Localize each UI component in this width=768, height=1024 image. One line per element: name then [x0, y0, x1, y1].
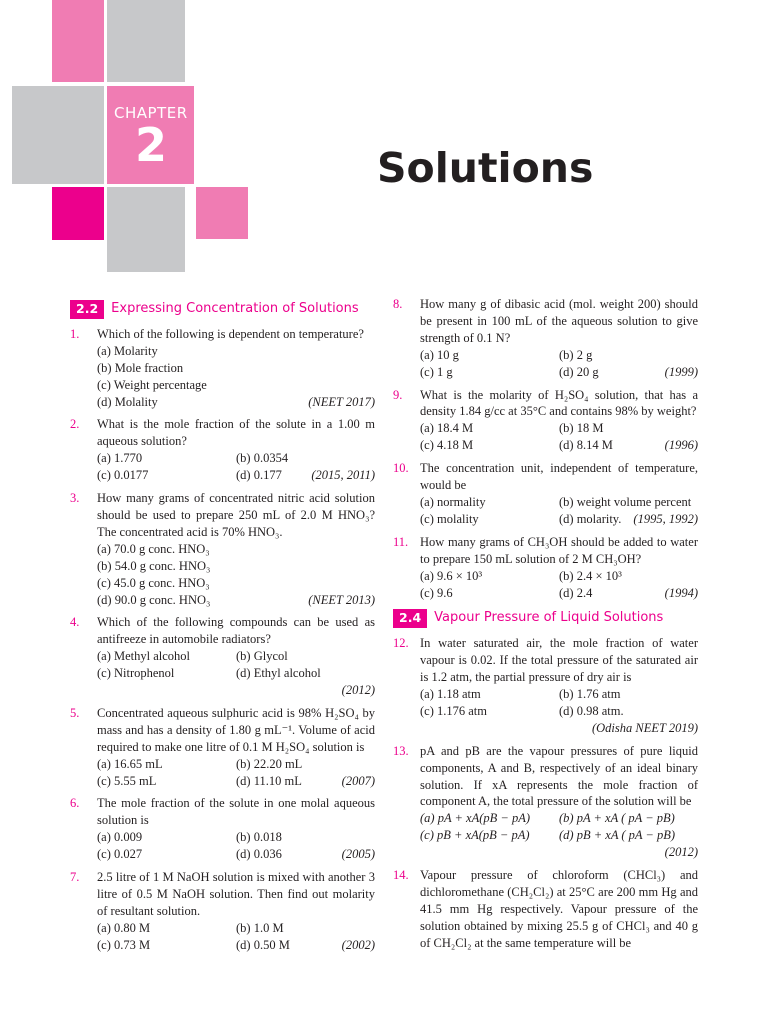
option: (d) 8.14 M [559, 438, 613, 453]
option: (b) 1.76 atm [559, 687, 621, 702]
question [70, 869, 375, 954]
option: (d) pB + xA ( pA − pB) [559, 828, 676, 843]
question-stem: How many grams of concentrated nitric acid solution should be used to prepare 250 mL of 2.0 M HNO₃? The concentrated acid is 70% HNO₃. [97, 491, 375, 539]
option: (a) 10 g [420, 347, 459, 362]
option: (c) 45.0 g conc. HNO₃ [97, 575, 210, 590]
question [393, 534, 698, 602]
question-stem: How many g of dibasic acid (mol. weight 200) should be present in 100 mL of the aqueous solution to give strength of 0.1 N? [420, 297, 698, 345]
option: (b) 0.0354 [236, 451, 289, 466]
chapter-number: 2 [135, 118, 168, 172]
question [393, 460, 698, 528]
option: (d) 2.4 [559, 585, 593, 600]
question-stem: Vapour pressure of chloroform (CHCl₃) and dichloromethane (CH₂Cl₂) at 25°C are 200 mm Hg and 41.5 mm Hg respectively. Vapour pressure of the solution obtained by mixing 25.5 g of CHCl₃ and 40 g of CH₂Cl₂ at the same temperature will be [420, 868, 698, 950]
option: (d) 90.0 g conc. HNO₃ [97, 592, 211, 607]
section-header [393, 609, 698, 628]
question-number: 8. [393, 297, 403, 311]
option: (d) Molality [97, 394, 158, 409]
option: (d) 0.98 atm. [559, 703, 624, 718]
question [70, 705, 375, 790]
option: (b) Glycol [236, 649, 288, 664]
deco-block [196, 187, 248, 239]
question-stem: 2.5 litre of 1 M NaOH solution is mixed with another 3 litre of 0.5 M NaOH solution. Then find out molarity of resultant solution. [97, 870, 375, 918]
option: (b) 2 g [559, 347, 593, 362]
option: (c) 1.176 atm [420, 703, 487, 718]
year-tag: (NEET 2017) [308, 394, 375, 409]
question [70, 795, 375, 863]
question [393, 635, 698, 736]
question-number: 2. [70, 417, 80, 432]
option: (b) pA + xA ( pA − pB) [559, 811, 675, 826]
year-tag: (1996) [664, 438, 698, 453]
option: (c) 4.18 M [420, 438, 474, 453]
right-column [393, 296, 698, 952]
question [393, 867, 698, 952]
question [393, 743, 698, 861]
option: (a) 0.009 [97, 830, 143, 845]
year-tag: (1999) [664, 364, 698, 379]
option: (a) Molarity [97, 343, 158, 358]
option: (a) 1.18 atm [420, 687, 481, 702]
option: (c) molality [420, 511, 479, 526]
option: (b) Mole fraction [97, 360, 184, 375]
question-stem: pA and pB are the vapour pressures of pure liquid components, A and B, respectively of an ideal binary solution. If xA represents the mole fraction of component A, the total pressure of the solution will be [420, 743, 698, 809]
page-title: Solutions [377, 144, 594, 192]
question-stem: Which of the following compounds can be used as antifreeze in automobile radiators? [97, 615, 375, 647]
section-title: Expressing Concentration of Solutions [111, 301, 359, 316]
option: (d) Ethyl alcohol [236, 666, 321, 681]
question-stem: Which of the following is dependent on temperature? [97, 326, 364, 341]
question-number: 7. [70, 870, 80, 885]
option: (b) weight volume percent [559, 494, 692, 509]
option: (c) 0.027 [97, 847, 143, 862]
left-column [70, 300, 375, 954]
year-tag: (2007) [341, 773, 375, 788]
question-stem: How many grams of CH₃OH should be added to water to prepare 150 mL solution of 2 M CH₃OH? [420, 534, 698, 566]
question-stem: What is the mole fraction of the solute in a 1.00 m aqueous solution? [97, 417, 375, 449]
option: (b) 1.0 M [236, 920, 284, 935]
section-number: 2.2 [70, 300, 104, 319]
question-stem: What is the molarity of H₂SO₄ solution, that has a density 1.84 g/cc at 35°C and contains 98% by weight? [420, 387, 698, 419]
question-stem: The mole fraction of the solute in one molal aqueous solution is [97, 796, 375, 828]
question-number: 9. [393, 387, 403, 402]
option: (d) molarity. [559, 511, 622, 526]
question-number: 10. [393, 461, 409, 476]
option: (a) 1.770 [97, 451, 143, 466]
year-tag: (1994) [664, 585, 698, 600]
deco-block [107, 0, 185, 82]
year-tag: (2005) [341, 847, 375, 862]
question-number: 11. [393, 534, 409, 549]
option: (c) 9.6 [420, 585, 453, 600]
year-tag: (Odisha NEET 2019) [591, 720, 698, 735]
section-number: 2.4 [393, 609, 427, 628]
option: (c) 0.0177 [97, 468, 149, 483]
deco-block [12, 86, 104, 184]
year-tag: (NEET 2013) [308, 592, 375, 607]
option: (d) 0.036 [236, 847, 282, 862]
question [393, 387, 698, 455]
option: (c) Weight percentage [97, 377, 207, 392]
question-stem: In water saturated air, the mole fraction of water vapour is 0.02. If the total pressure of the saturated air is 1.2 atm, the partial pressure of dry air is [420, 636, 698, 685]
option: (a) Methyl alcohol [97, 649, 191, 664]
question [70, 614, 375, 699]
option: (b) 22.20 mL [236, 756, 303, 771]
question-number: 14. [393, 868, 409, 883]
deco-block [107, 187, 185, 272]
question [70, 416, 375, 484]
option: (d) 20 g [559, 364, 599, 379]
chapter-label: CHAPTER [114, 104, 188, 122]
deco-block [52, 0, 104, 82]
question-stem: The concentration unit, independent of temperature, would be [420, 461, 698, 493]
question [70, 490, 375, 608]
option: (d) 11.10 mL [236, 773, 302, 788]
option: (c) 5.55 mL [97, 773, 157, 788]
question-number: 13. [393, 743, 409, 758]
question-number: 1. [70, 326, 80, 341]
question-number: 5. [70, 705, 80, 720]
option: (b) 18 M [559, 421, 604, 436]
section-title: Vapour Pressure of Liquid Solutions [434, 610, 664, 626]
year-tag: (2002) [341, 937, 375, 952]
question [70, 326, 375, 411]
option: (a) 18.4 M [420, 421, 474, 436]
question-number: 12. [393, 636, 409, 651]
option: (a) 70.0 g conc. HNO₃ [97, 541, 210, 556]
question-number: 4. [70, 615, 80, 630]
option: (b) 2.4 × 10³ [559, 568, 622, 583]
year-tag: (2012) [341, 683, 375, 698]
option: (a) 0.80 M [97, 920, 151, 935]
option: (b) 54.0 g conc. HNO₃ [97, 558, 211, 573]
option: (a) pA + xA(pB − pA) [420, 811, 531, 826]
option: (b) 0.018 [236, 830, 282, 845]
year-tag: (2015, 2011) [311, 468, 375, 483]
year-tag: (1995, 1992) [633, 511, 698, 526]
section-header [70, 300, 375, 319]
option: (d) 0.50 M [236, 937, 290, 952]
option: (c) 1 g [420, 364, 453, 379]
question [393, 296, 698, 381]
option: (c) pB + xA(pB − pA) [420, 828, 530, 843]
question-stem: Concentrated aqueous sulphuric acid is 98% H₂SO₄ by mass and has a density of 1.80 g mL⁻¹. Volume of acid required to make one litre of 0.1 M H₂SO₄ solution is [97, 705, 375, 754]
option: (a) 16.65 mL [97, 756, 163, 771]
question-number: 6. [70, 796, 80, 811]
deco-block [52, 187, 104, 240]
option: (d) 0.177 [236, 468, 282, 483]
option: (c) Nitrophenol [97, 666, 175, 681]
option: (a) 9.6 × 10³ [420, 568, 483, 583]
option: (c) 0.73 M [97, 937, 151, 952]
option: (a) normality [420, 494, 486, 509]
question-number: 3. [70, 491, 80, 506]
year-tag: (2012) [664, 845, 698, 860]
